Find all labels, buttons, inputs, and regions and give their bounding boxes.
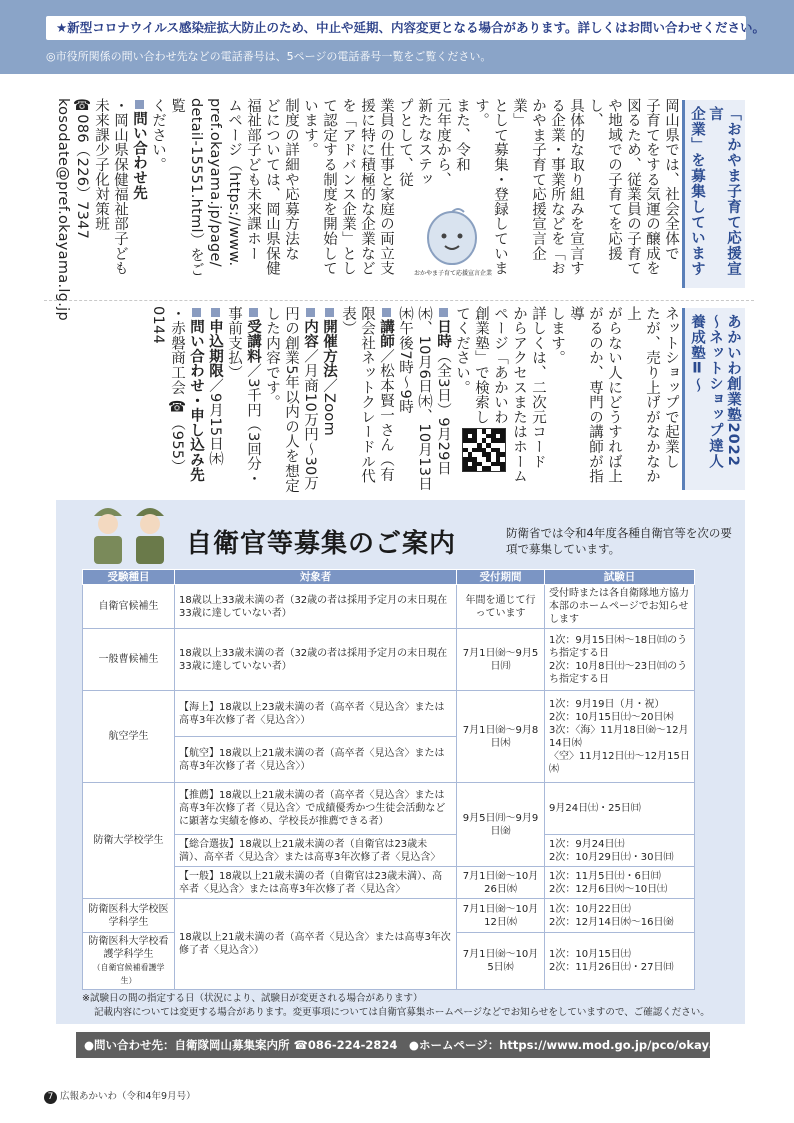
recruitment-notes: ※試験日の間の指定する日（状況により、試験日が変更される場合があります） 記載内容については変更する場合があります。変更事項については自衛官募集ホームページなどでお知らせをしていますので、ご確認ください。 (82, 993, 710, 1018)
article-left-body: ネットショップで起業し たが、売り上げがなかなか上 がらない人にどうすれば上 がるのか、専門の講師が指導 します。 詳しくは、二次元コード からアクセスまたはホーム ページ「あかいわ 創業塾」で検索し てください。 日時（全3日）9月29日㈭、10月6日㈭、10月13日㈭午後7時～9時 講師／松本賢一さん（有限会社ネットクレードル代表） 開催方法／Zoom 内容／月商10万円～30万円の創業5年以内の人を想定した内容です。 受講料／3千円（3回分・事前支払） 申込期限／9月15日㈭ 問い合わせ・申し込み先 ・赤磐商工会 ☎（955）0144 (150, 306, 679, 494)
table-cell: 1次：9月19日（月・祝） 2次：10月15日㈯～20日㈭ 3次：〈海〉11月18日㈮～12月14日㈬ 〈空〉11月12日㈯～12月15日㈭ (545, 691, 695, 783)
publication-label: 広報あかいわ（令和4年9月号） (60, 1091, 196, 1102)
table-cell: 【一般】18歳以上21歳未満の者（自衛官は23歳未満）、高卒者〈見込含〉または高専3年次修了者〈見込含〉 (175, 867, 457, 899)
recruitment-lead: 防衛省では令和4年度各種自衛官等を次の要項で募集しています。 (506, 526, 732, 556)
table-cell: 7月1日㈮～10月26日㈬ (457, 867, 545, 899)
soldier-illustration (88, 502, 128, 564)
table-cell: 7月1日㈮～10月12日㈬ (457, 899, 545, 933)
table-cell: 航空学生 (83, 691, 175, 783)
table-cell: 年間を通じて行っています (457, 585, 545, 629)
contact-label: 問い合わせ先 (131, 111, 147, 200)
table-cell: 防衛大学校学生 (83, 783, 175, 899)
mascot-caption: おかやま子育て応援宣言企業 (414, 270, 493, 277)
table-cell: 一般曹候補生 (83, 629, 175, 691)
table-cell: 【推薦】18歳以上21歳未満の者（高卒者〈見込含〉または高専3年次修了者〈見込含〉で成績優秀かつ生徒会活動などに顕著な実績を修め、学校長が推薦できる者） (175, 783, 457, 835)
table-cell: 7月1日㈮～10月5日㈬ (457, 933, 545, 990)
col-header: 対象者 (175, 570, 457, 585)
table-cell: 【海上】18歳以上23歳未満の者（高卒者〈見込含〉または高専3年次修了者〈見込含〉） (175, 691, 457, 737)
table-cell: 1次：9月15日㈭～18日㈰のうち指定する日 2次：10月8日㈯～23日㈰のうち指定する日 (545, 629, 695, 691)
table-cell: 18歳以上33歳未満の者（32歳の者は採用予定月の末日現在33歳に達していない者） (175, 629, 457, 691)
mascot-logo (414, 206, 493, 278)
table-cell: 受付時または各自衛隊地方協力本部のホームページでお知らせします (545, 585, 695, 629)
article-right-title: 「おかやま子育て応援宣言 企業」を募集しています (682, 100, 745, 288)
table-cell: 9月5日㈪～9月9日㈮ (457, 783, 545, 867)
col-header: 受験種目 (83, 570, 175, 585)
table-cell: 7月1日㈮～9月5日㈪ (457, 629, 545, 691)
table-cell: 1次：9月24日㈯ 2次：10月29日㈯・30日㈰ (545, 835, 695, 867)
phone-notice: ◎市役所関係の問い合わせ先などの電話番号は、5ページの電話番号一覧をご覧ください。 (46, 50, 492, 63)
table-cell: 9月24日㈯・25日㈰ (545, 783, 695, 835)
table-cell: 【総合選抜】18歳以上21歳未満の者（自衛官は23歳未満）、高卒者〈見込含〉または高専3年次修了者〈見込含〉 (175, 835, 457, 867)
section-divider (44, 300, 754, 301)
page-footer (44, 1088, 196, 1104)
recruitment-title: 自衛官等募集のご案内 (186, 529, 457, 559)
article-right-body: 岡山県では、社会全体で 子育てをする気運の醸成を 図るため、従業員の子育て や地域での子育てを応援し、 具体的な取り組みを宣言す る企業・事業所などを「お かやま子育て応援宣言企業」 として募集・登録しています。 また、令和 元年度から、 新たなステッ プとして、従 業員の仕事と家庭の両立支 援に特に積極的な企業など を「アドバンス企業」とし て認定する制度を開始して います。 制度の詳細や応募方法な どについては、岡山県保健 福祉部子ども未来課ホー ムページ（https://www. pref.okayama.jp/page/ detail-15551.html）をご覧 ください。 問い合わせ先 ・岡山県保健福祉部子ども 未来課少子化対策班 ☎086（226）7347 kosodate@pref.okayama.lg.jp (55, 98, 679, 321)
article-left-title: あかいわ創業塾2022 ～ネットショップ達人養成塾Ⅱ～ (682, 308, 745, 490)
table-cell: 1次：11月5日㈯・6日㈰ 2次：12月6日㈫～10日㈯ (545, 867, 695, 899)
table-cell: 【航空】18歳以上21歳未満の者（高卒者〈見込含〉または高専3年次修了者〈見込含〉） (175, 737, 457, 783)
table-cell: 18歳以上21歳未満の者（高卒者〈見込含〉または高専3年次修了者〈見込含〉） (175, 899, 457, 990)
page-number: 7 (44, 1091, 57, 1104)
qr-code[interactable] (462, 428, 506, 472)
covid-notice: ★新型コロナウイルス感染症拡大防止のため、中止や延期、内容変更となる場合があります。詳しくはお問い合わせください。 (46, 16, 746, 40)
recruitment-table (82, 569, 695, 990)
table-cell: 1次：10月15日㈯ 2次：11月26日㈯・27日㈰ (545, 933, 695, 990)
table-cell: 7月1日㈮～9月8日㈭ (457, 691, 545, 783)
col-header: 受付期間 (457, 570, 545, 585)
table-cell: 防衛医科大学校看護学科学生 （自衛官候補看護学生） (83, 933, 175, 990)
table-cell: 自衛官候補生 (83, 585, 175, 629)
col-header: 試験日 (545, 570, 695, 585)
table-cell: 18歳以上33歳未満の者（32歳の者は採用予定月の末日現在33歳に達していない者） (175, 585, 457, 629)
soldier-illustration (130, 502, 170, 564)
table-cell: 1次：10月22日㈯ 2次：12月14日㈬～16日㈮ (545, 899, 695, 933)
table-cell: 防衛医科大学校医学科学生 (83, 899, 175, 933)
recruitment-contact[interactable]: ●問い合わせ先：自衛隊岡山募集案内所 ☎086-224-2824 ●ホームページ：https://www.mod.go.jp/pco/okayama/ (76, 1032, 710, 1058)
